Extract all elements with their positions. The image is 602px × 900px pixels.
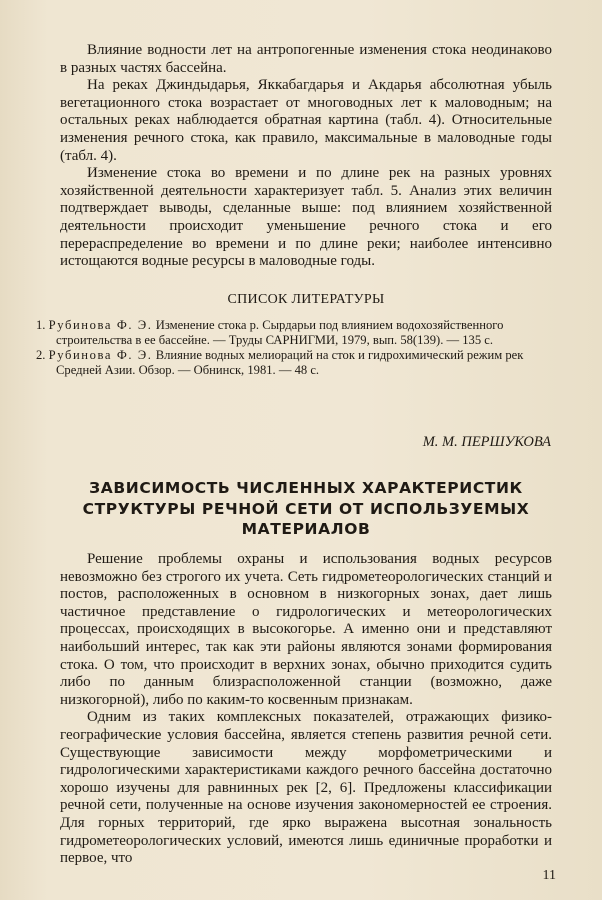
reference-item <box>36 348 556 378</box>
article-title: ЗАВИСИМОСТЬ ЧИСЛЕННЫХ ХАРАКТЕРИСТИК СТРУКТУРЫ РЕЧНОЙ СЕТИ ОТ ИСПОЛЬЗУЕМЫХ МАТЕРИАЛОВ <box>82 479 530 538</box>
paragraph-top-2: На реках Джиндыдарья, Яккабагдарья и Акдарья абсолютная убыль вегетационного стока возрастает от многоводных лет к маловодным; на остальных реках наблюдается обратная картина (табл. 4). Относительные изменения речного стока, как правило, максимальные в маловодные годы (табл. 4). <box>60 77 552 164</box>
reference-number: 1. <box>36 318 46 332</box>
references-heading: СПИСОК ЛИТЕРАТУРЫ <box>227 292 385 307</box>
reference-text: Изменение стока р. Сырдарьи под влиянием водохозяйственного строительства в ее бассейне. — Труды САРНИГМИ, 1979, вып. 58(139). — 135 с. <box>56 318 504 347</box>
page-number: 11 <box>542 868 556 883</box>
reference-text: Влияние водных мелиораций на сток и гидрохимический режим рек Средней Азии. Обзор. — Обнинск, 1981. — 48 с. <box>56 348 524 377</box>
references-list <box>36 318 556 378</box>
paragraph-top-1: Влияние водности лет на антропогенные изменения стока неодинаково в разных частях бассейна. <box>60 42 552 76</box>
reference-item <box>36 318 556 348</box>
paragraph-top-3: Изменение стока во времени и по длине рек на разных уровнях хозяйственной деятельности характеризует табл. 5. Анализ этих величин подтверждает выводы, сделанные выше: под влиянием хозяйственной деятельности происходит уменьшение речного стока и его перераспределение во времени и по длине реки; наиболее интенсивно истощаются водные ресурсы в маловодные годы. <box>60 165 552 270</box>
bottom-text-block <box>60 551 552 868</box>
article-author: М. М. ПЕРШУКОВА <box>422 434 551 450</box>
reference-number: 2. <box>36 348 46 362</box>
top-text-block <box>60 42 552 271</box>
paragraph-bottom-1: Решение проблемы охраны и использования водных ресурсов невозможно без строгого их учета. Сеть гидрометеорологических станций и постов, расположенных в основном в низкогорных зонах, дает лишь частичное представление о гидрологических и метеорологических процессах, происходящих в высокогорье. А именно они и представляют наибольший интерес, так как эти районы являются зонами формирования стока. О том, что происходит в верхних зонах, обычно приходится судить либо по данным близрасположенной станции (возможно, даже низкогорной), либо по каким-то косвенным признакам. <box>60 551 552 708</box>
reference-author: Рубинова Ф. Э. <box>48 348 153 362</box>
reference-author: Рубинова Ф. Э. <box>48 318 153 332</box>
paragraph-bottom-2: Одним из таких комплексных показателей, отражающих физико-географические условия бассейна, является степень развития речной сети. Существующие зависимости между морфометрическими и гидрологическими характеристиками каждого речного бассейна достаточно хорошо изучены для равнинных рек [2, 6]. Предложены классификации речной сети, полученные на основе изучения закономерностей ее строения. Для горных территорий, где ярко выражена высотная зональность гидрометеорологических условий, имеются лишь единичные проработки и первое, что <box>60 709 552 867</box>
